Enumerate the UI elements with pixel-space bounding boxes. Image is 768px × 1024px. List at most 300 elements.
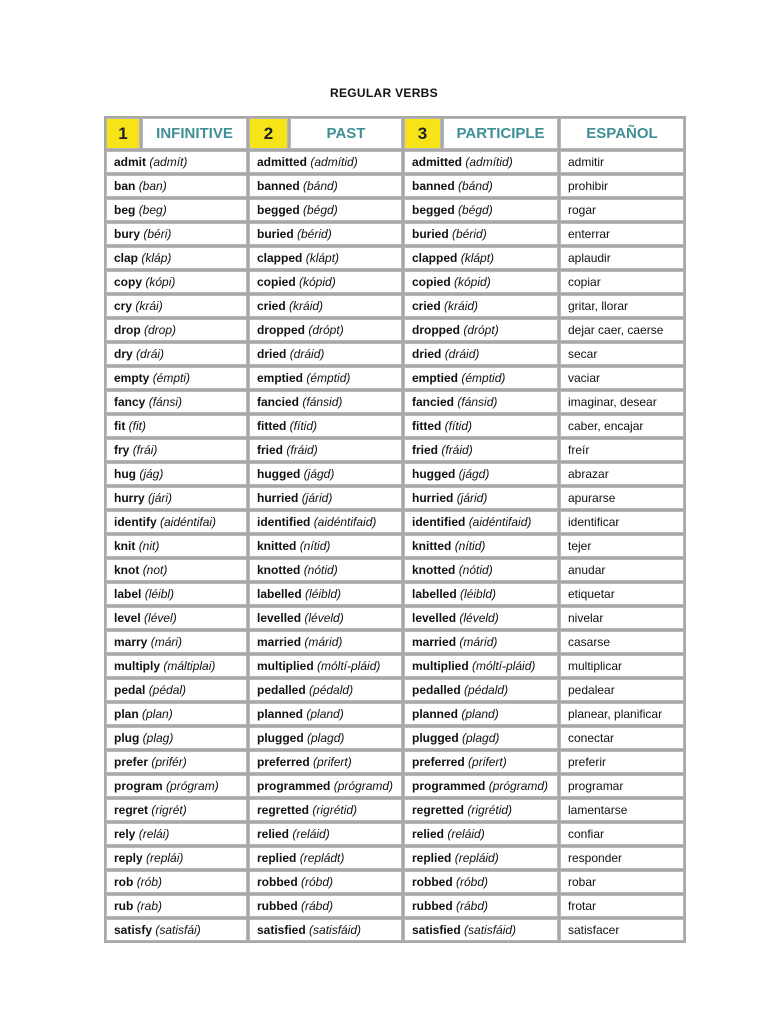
- infinitive-cell: [106, 295, 247, 317]
- participle-column-header: PARTICIPLE: [443, 118, 558, 149]
- verb-form: planned: [257, 707, 304, 721]
- verb-form: labelled: [412, 587, 457, 601]
- verb-form: admit: [114, 155, 147, 169]
- verb-form: banned: [412, 179, 455, 193]
- table-row: [106, 223, 684, 245]
- verb-form: identify: [114, 515, 157, 529]
- pronunciation: (admítid): [465, 155, 513, 169]
- verb-form: hurry: [114, 491, 145, 505]
- table-row: [106, 535, 684, 557]
- table-row: [106, 583, 684, 605]
- past-cell: [249, 295, 402, 317]
- infinitive-cell: [106, 823, 247, 845]
- verb-form: knotted: [412, 563, 456, 577]
- verb-form: rob: [114, 875, 134, 889]
- verb-form: relied: [257, 827, 290, 841]
- pronunciation: (bégd): [303, 203, 338, 217]
- pronunciation: (rigrétid): [467, 803, 513, 817]
- table-row: [106, 247, 684, 269]
- past-cell: [249, 559, 402, 581]
- verb-form: fancied: [257, 395, 300, 409]
- infinitive-cell: [106, 631, 247, 653]
- table-row: [106, 151, 684, 173]
- verb-form: hurried: [412, 491, 454, 505]
- spanish-translation-cell: pedalear: [560, 679, 684, 701]
- participle-cell: [404, 799, 558, 821]
- verb-form: fry: [114, 443, 130, 457]
- verb-form: copied: [412, 275, 451, 289]
- spanish-translation-cell: confiar: [560, 823, 684, 845]
- spanish-translation-cell: tejer: [560, 535, 684, 557]
- verb-form: replied: [257, 851, 297, 865]
- verb-form: empty: [114, 371, 150, 385]
- past-cell: [249, 271, 402, 293]
- spanish-translation-cell: programar: [560, 775, 684, 797]
- verb-form: cried: [412, 299, 441, 313]
- verb-form: relied: [412, 827, 445, 841]
- table-row: [106, 343, 684, 365]
- infinitive-cell: [106, 415, 247, 437]
- table-row: [106, 871, 684, 893]
- espanol-column-header: ESPAÑOL: [560, 118, 684, 149]
- spanish-translation-cell: vaciar: [560, 367, 684, 389]
- pronunciation: (not): [142, 563, 168, 577]
- infinitive-cell: [106, 679, 247, 701]
- infinitive-cell: [106, 799, 247, 821]
- verb-form: knit: [114, 539, 136, 553]
- past-cell: [249, 583, 402, 605]
- verb-form: rubbed: [412, 899, 453, 913]
- infinitive-cell: [106, 775, 247, 797]
- table-row: [106, 559, 684, 581]
- spanish-translation-cell: imaginar, desear: [560, 391, 684, 413]
- pronunciation: (admít): [149, 155, 188, 169]
- verb-form: admitted: [257, 155, 308, 169]
- spanish-translation-cell: rogar: [560, 199, 684, 221]
- pronunciation: (márid): [459, 635, 498, 649]
- pronunciation: (máltiplai): [163, 659, 216, 673]
- pronunciation: (róbd): [456, 875, 489, 889]
- spanish-translation-cell: identificar: [560, 511, 684, 533]
- participle-cell: [404, 343, 558, 365]
- page-title: REGULAR VERBS: [330, 86, 438, 100]
- participle-cell: [404, 655, 558, 677]
- pronunciation: (drópt): [308, 323, 344, 337]
- infinitive-cell: [106, 703, 247, 725]
- verb-form: multiplied: [257, 659, 314, 673]
- spanish-translation-cell: satisfacer: [560, 919, 684, 941]
- verb-form: satisfy: [114, 923, 153, 937]
- pronunciation: (prógram): [166, 779, 219, 793]
- verb-form: fried: [412, 443, 439, 457]
- table-row: [106, 295, 684, 317]
- past-cell: [249, 343, 402, 365]
- infinitive-cell: [106, 535, 247, 557]
- pronunciation: (léibld): [305, 587, 342, 601]
- pronunciation: (prógramd): [333, 779, 394, 793]
- verb-form: banned: [257, 179, 300, 193]
- verb-form: married: [412, 635, 457, 649]
- verb-form: copy: [114, 275, 143, 289]
- pronunciation: (prifert): [468, 755, 507, 769]
- verb-form: dropped: [412, 323, 460, 337]
- verb-form: pedalled: [412, 683, 461, 697]
- pronunciation: (móltí-pláid): [472, 659, 536, 673]
- pronunciation: (kópi): [145, 275, 176, 289]
- pronunciation: (drái): [136, 347, 165, 361]
- pronunciation: (klápt): [305, 251, 340, 265]
- verb-form: married: [257, 635, 302, 649]
- participle-cell: [404, 919, 558, 941]
- verb-form: fit: [114, 419, 126, 433]
- infinitive-cell: [106, 199, 247, 221]
- verb-form: buried: [412, 227, 449, 241]
- participle-cell: [404, 751, 558, 773]
- infinitive-cell: [106, 871, 247, 893]
- pronunciation: (jágd): [458, 467, 490, 481]
- pronunciation: (márid): [304, 635, 343, 649]
- participle-cell: [404, 199, 558, 221]
- past-cell: [249, 631, 402, 653]
- verb-form: begged: [257, 203, 300, 217]
- pronunciation: (béri): [143, 227, 172, 241]
- verb-form: knitted: [412, 539, 452, 553]
- verb-form: emptied: [257, 371, 304, 385]
- verb-form: reply: [114, 851, 143, 865]
- pronunciation: (bégd): [458, 203, 493, 217]
- table-row: [106, 679, 684, 701]
- infinitive-cell: [106, 367, 247, 389]
- spanish-translation-cell: aplaudir: [560, 247, 684, 269]
- pronunciation: (prógramd): [488, 779, 549, 793]
- participle-cell: [404, 367, 558, 389]
- verb-form: hurried: [257, 491, 299, 505]
- pronunciation: (léibl): [144, 587, 175, 601]
- infinitive-cell: [106, 847, 247, 869]
- participle-cell: [404, 247, 558, 269]
- verb-form: dropped: [257, 323, 305, 337]
- spanish-translation-cell: apurarse: [560, 487, 684, 509]
- verb-form: rely: [114, 827, 136, 841]
- past-cell: [249, 919, 402, 941]
- participle-cell: [404, 823, 558, 845]
- pronunciation: (kópid): [454, 275, 491, 289]
- pronunciation: (rábd): [456, 899, 489, 913]
- participle-number-badge: 3: [404, 118, 441, 149]
- past-cell: [249, 439, 402, 461]
- past-cell: [249, 607, 402, 629]
- verb-form: pedal: [114, 683, 146, 697]
- verb-form: levelled: [257, 611, 302, 625]
- pronunciation: (fit): [128, 419, 146, 433]
- pronunciation: (jári): [148, 491, 173, 505]
- past-cell: [249, 199, 402, 221]
- infinitive-cell: [106, 511, 247, 533]
- pronunciation: (aidéntifaid): [313, 515, 377, 529]
- verb-form: drop: [114, 323, 141, 337]
- verb-form: level: [114, 611, 141, 625]
- verb-form: robbed: [412, 875, 453, 889]
- past-cell: [249, 679, 402, 701]
- participle-cell: [404, 583, 558, 605]
- participle-cell: [404, 175, 558, 197]
- pronunciation: (frái): [132, 443, 158, 457]
- participle-cell: [404, 439, 558, 461]
- participle-cell: [404, 847, 558, 869]
- participle-cell: [404, 727, 558, 749]
- verb-form: knot: [114, 563, 140, 577]
- verb-form: begged: [412, 203, 455, 217]
- pronunciation: (replái): [146, 851, 184, 865]
- pronunciation: (klápt): [460, 251, 495, 265]
- pronunciation: (rábd): [301, 899, 334, 913]
- pronunciation: (krái): [135, 299, 163, 313]
- spanish-translation-cell: copiar: [560, 271, 684, 293]
- pronunciation: (bánd): [303, 179, 338, 193]
- verb-form: marry: [114, 635, 148, 649]
- pronunciation: (rigrétid): [312, 803, 358, 817]
- pronunciation: (relái): [138, 827, 170, 841]
- verb-form: knitted: [257, 539, 297, 553]
- spanish-translation-cell: casarse: [560, 631, 684, 653]
- past-cell: [249, 799, 402, 821]
- table-row: [106, 631, 684, 653]
- pronunciation: (plagd): [462, 731, 500, 745]
- verb-form: hugged: [412, 467, 456, 481]
- pronunciation: (kráid): [444, 299, 479, 313]
- table-row: [106, 439, 684, 461]
- past-cell: [249, 319, 402, 341]
- pronunciation: (dráid): [289, 347, 325, 361]
- pronunciation: (nótid): [303, 563, 338, 577]
- verb-form: knotted: [257, 563, 301, 577]
- pronunciation: (járid): [301, 491, 333, 505]
- verb-form: ban: [114, 179, 136, 193]
- verb-form: beg: [114, 203, 136, 217]
- verb-form: satisfied: [257, 923, 306, 937]
- verb-form: labelled: [257, 587, 302, 601]
- verb-form: admitted: [412, 155, 463, 169]
- pronunciation: (fánsi): [148, 395, 183, 409]
- table-row: [106, 199, 684, 221]
- table-row: [106, 751, 684, 773]
- table-row: [106, 727, 684, 749]
- participle-cell: [404, 895, 558, 917]
- participle-cell: [404, 871, 558, 893]
- participle-cell: [404, 271, 558, 293]
- pronunciation: (fánsid): [302, 395, 343, 409]
- past-cell: [249, 703, 402, 725]
- verb-form: prefer: [114, 755, 149, 769]
- pronunciation: (émptid): [306, 371, 351, 385]
- verb-form: cry: [114, 299, 133, 313]
- pronunciation: (lével): [144, 611, 177, 625]
- past-cell: [249, 823, 402, 845]
- verb-form: fancy: [114, 395, 146, 409]
- pronunciation: (nítid): [299, 539, 331, 553]
- infinitive-number-badge: 1: [106, 118, 140, 149]
- verb-form: clap: [114, 251, 139, 265]
- pronunciation: (admítid): [310, 155, 358, 169]
- verb-form: regretted: [257, 803, 310, 817]
- past-column-header: PAST: [290, 118, 402, 149]
- pronunciation: (pédal): [148, 683, 187, 697]
- pronunciation: (móltí-pláid): [317, 659, 381, 673]
- verb-form: multiply: [114, 659, 161, 673]
- spanish-translation-cell: preferir: [560, 751, 684, 773]
- verb-form: fitted: [257, 419, 287, 433]
- verb-form: identified: [412, 515, 466, 529]
- infinitive-cell: [106, 727, 247, 749]
- participle-cell: [404, 223, 558, 245]
- pronunciation: (bérid): [297, 227, 332, 241]
- pronunciation: (satisfáid): [464, 923, 517, 937]
- verb-form: buried: [257, 227, 294, 241]
- pronunciation: (pland): [306, 707, 344, 721]
- participle-cell: [404, 535, 558, 557]
- pronunciation: (drop): [144, 323, 177, 337]
- pronunciation: (émptid): [461, 371, 506, 385]
- participle-cell: [404, 463, 558, 485]
- pronunciation: (pédald): [309, 683, 354, 697]
- past-cell: [249, 247, 402, 269]
- table-row: [106, 895, 684, 917]
- pronunciation: (nótid): [458, 563, 493, 577]
- past-cell: [249, 367, 402, 389]
- pronunciation: (rab): [136, 899, 163, 913]
- past-cell: [249, 511, 402, 533]
- pronunciation: (plan): [142, 707, 173, 721]
- infinitive-cell: [106, 391, 247, 413]
- pronunciation: (plag): [142, 731, 174, 745]
- pronunciation: (reláid): [292, 827, 330, 841]
- pronunciation: (émpti): [152, 371, 191, 385]
- table-row: [106, 367, 684, 389]
- pronunciation: (ban): [138, 179, 167, 193]
- table-row: [106, 511, 684, 533]
- spanish-translation-cell: etiquetar: [560, 583, 684, 605]
- pronunciation: (fítid): [444, 419, 473, 433]
- infinitive-cell: [106, 151, 247, 173]
- pronunciation: (mári): [150, 635, 183, 649]
- pronunciation: (satisfái): [155, 923, 201, 937]
- spanish-translation-cell: multiplicar: [560, 655, 684, 677]
- infinitive-cell: [106, 439, 247, 461]
- table-header-row: [106, 118, 684, 149]
- participle-cell: [404, 391, 558, 413]
- spanish-translation-cell: lamentarse: [560, 799, 684, 821]
- past-cell: [249, 223, 402, 245]
- past-number-badge: 2: [249, 118, 288, 149]
- past-cell: [249, 463, 402, 485]
- verb-form: clapped: [412, 251, 458, 265]
- past-cell: [249, 895, 402, 917]
- past-cell: [249, 847, 402, 869]
- participle-cell: [404, 511, 558, 533]
- participle-cell: [404, 319, 558, 341]
- pronunciation: (dráid): [444, 347, 480, 361]
- infinitive-cell: [106, 271, 247, 293]
- spanish-translation-cell: freír: [560, 439, 684, 461]
- verb-form: replied: [412, 851, 452, 865]
- past-cell: [249, 871, 402, 893]
- spanish-translation-cell: secar: [560, 343, 684, 365]
- table-row: [106, 607, 684, 629]
- verb-form: plugged: [412, 731, 459, 745]
- pronunciation: (drópt): [463, 323, 499, 337]
- table-row: [106, 391, 684, 413]
- verb-form: levelled: [412, 611, 457, 625]
- pronunciation: (plagd): [307, 731, 345, 745]
- pronunciation: (léibld): [460, 587, 497, 601]
- participle-cell: [404, 679, 558, 701]
- table-row: [106, 319, 684, 341]
- verb-form: preferred: [412, 755, 465, 769]
- verb-form: program: [114, 779, 163, 793]
- verb-form: plugged: [257, 731, 304, 745]
- participle-cell: [404, 559, 558, 581]
- verb-form: copied: [257, 275, 296, 289]
- infinitive-cell: [106, 343, 247, 365]
- verb-form: rubbed: [257, 899, 298, 913]
- verb-form: fitted: [412, 419, 442, 433]
- pronunciation: (róbd): [301, 875, 334, 889]
- pronunciation: (fráid): [286, 443, 318, 457]
- infinitive-cell: [106, 919, 247, 941]
- infinitive-cell: [106, 583, 247, 605]
- spanish-translation-cell: admitir: [560, 151, 684, 173]
- pronunciation: (prifér): [151, 755, 187, 769]
- spanish-translation-cell: anudar: [560, 559, 684, 581]
- infinitive-column-header: INFINITIVE: [142, 118, 247, 149]
- table-row: [106, 703, 684, 725]
- verb-form: identified: [257, 515, 311, 529]
- verb-form: emptied: [412, 371, 459, 385]
- pronunciation: (repláid): [454, 851, 499, 865]
- past-cell: [249, 391, 402, 413]
- verb-form: programmed: [412, 779, 486, 793]
- verb-form: plug: [114, 731, 140, 745]
- verb-form: label: [114, 587, 142, 601]
- past-cell: [249, 727, 402, 749]
- verb-form: satisfied: [412, 923, 461, 937]
- infinitive-cell: [106, 607, 247, 629]
- spanish-translation-cell: abrazar: [560, 463, 684, 485]
- spanish-translation-cell: nivelar: [560, 607, 684, 629]
- past-cell: [249, 655, 402, 677]
- pronunciation: (kráid): [289, 299, 324, 313]
- participle-cell: [404, 703, 558, 725]
- pronunciation: (nit): [138, 539, 160, 553]
- pronunciation: (léveld): [459, 611, 499, 625]
- spanish-translation-cell: conectar: [560, 727, 684, 749]
- pronunciation: (prifert): [313, 755, 352, 769]
- pronunciation: (repládt): [299, 851, 345, 865]
- pronunciation: (kláp): [141, 251, 172, 265]
- infinitive-cell: [106, 751, 247, 773]
- pronunciation: (bánd): [458, 179, 493, 193]
- infinitive-cell: [106, 223, 247, 245]
- pronunciation: (rób): [136, 875, 163, 889]
- verb-form: fancied: [412, 395, 455, 409]
- verb-form: dried: [412, 347, 442, 361]
- verb-form: cried: [257, 299, 286, 313]
- pronunciation: (aidéntifai): [160, 515, 217, 529]
- pronunciation: (léveld): [304, 611, 344, 625]
- infinitive-cell: [106, 463, 247, 485]
- spanish-translation-cell: planear, planificar: [560, 703, 684, 725]
- pronunciation: (fánsid): [457, 395, 498, 409]
